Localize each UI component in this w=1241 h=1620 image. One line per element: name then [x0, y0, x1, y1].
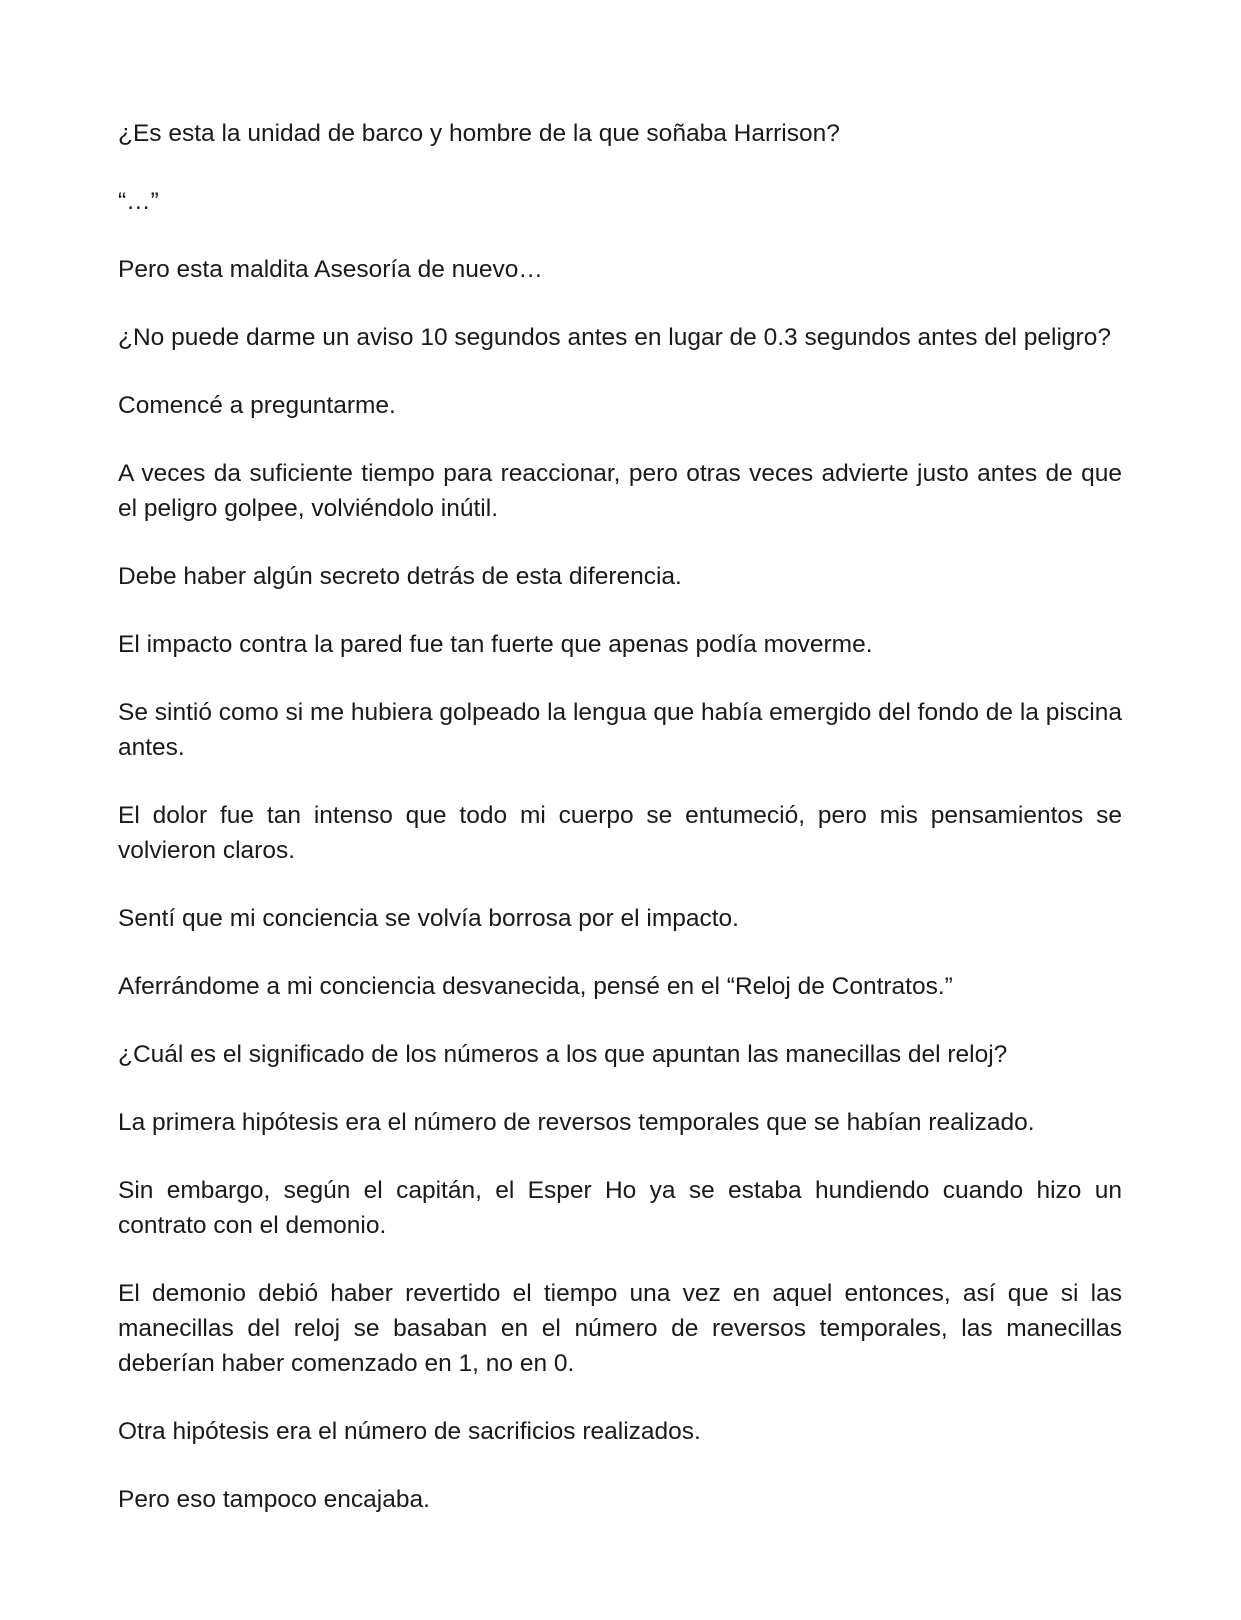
document-body — [118, 116, 1122, 1550]
paragraph: ¿No puede darme un aviso 10 segundos antes en lugar de 0.3 segundos antes del peligro? — [118, 324, 1111, 351]
paragraph: El demonio debió haber revertido el tiempo una vez en aquel entonces, así que si las manecillas del reloj se basaban en el número de reversos temporales, las manecillas deberían haber comenzado en 1, no en 0. — [118, 1280, 1122, 1377]
paragraph: Se sintió como si me hubiera golpeado la lengua que había emergido del fondo de la piscina antes. — [118, 699, 1122, 761]
paragraph: A veces da suficiente tiempo para reaccionar, pero otras veces advierte justo antes de que el peligro golpee, volviéndolo inútil. — [118, 460, 1122, 522]
paragraph: ¿Cuál es el significado de los números a los que apuntan las manecillas del reloj? — [118, 1041, 1008, 1068]
paragraph: Otra hipótesis era el número de sacrificios realizados. — [118, 1418, 701, 1445]
paragraph: Debe haber algún secreto detrás de esta diferencia. — [118, 563, 682, 590]
paragraph: Aferrándome a mi conciencia desvanecida, pensé en el “Reloj de Contratos.” — [118, 973, 953, 1000]
paragraph: El dolor fue tan intenso que todo mi cuerpo se entumeció, pero mis pensamientos se volvieron claros. — [118, 802, 1122, 864]
paragraph: Pero eso tampoco encajaba. — [118, 1486, 430, 1513]
paragraph: Comencé a preguntarme. — [118, 392, 396, 419]
paragraph: Pero esta maldita Asesoría de nuevo… — [118, 256, 543, 283]
paragraph: “…” — [118, 188, 159, 215]
paragraph: Sentí que mi conciencia se volvía borrosa por el impacto. — [118, 905, 739, 932]
paragraph: La primera hipótesis era el número de reversos temporales que se habían realizado. — [118, 1109, 1035, 1136]
paragraph: Sin embargo, según el capitán, el Esper Ho ya se estaba hundiendo cuando hizo un contrato con el demonio. — [118, 1177, 1122, 1239]
paragraph: El impacto contra la pared fue tan fuerte que apenas podía moverme. — [118, 631, 873, 658]
paragraph: ¿Es esta la unidad de barco y hombre de la que soñaba Harrison? — [118, 120, 840, 147]
